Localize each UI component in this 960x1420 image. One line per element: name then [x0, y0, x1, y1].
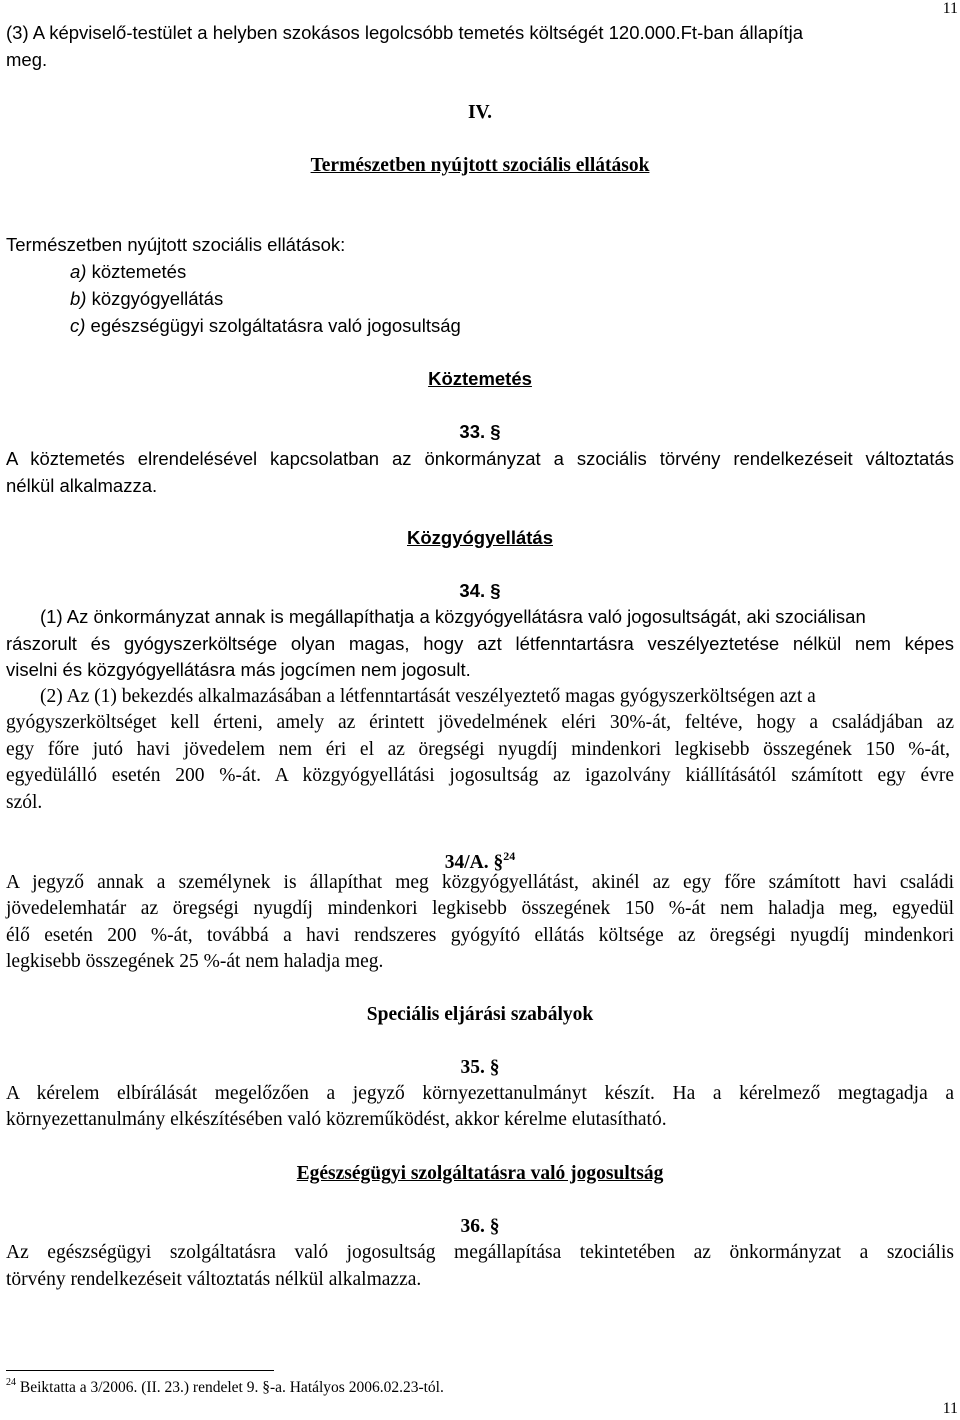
section-title-specialis: Speciális eljárási szabályok — [366, 1004, 594, 1025]
section-title-text: Egészségügyi szolgáltatásra való jogosultság — [296, 1163, 664, 1184]
page-number-bottom: 11 — [942, 1400, 958, 1417]
s34a-line-1: A jegyző annak a személynek is állapíthat meg közgyógyellátást, akinél az egy főre számított havi családi — [6, 872, 954, 893]
s34a-line-4: legkisebb összegének 25 %-át nem haladja meg. — [6, 951, 384, 972]
list-item-c — [70, 313, 954, 339]
section-title-egeszsegugyi — [0, 1161, 960, 1187]
list-item-letter: b) — [70, 288, 87, 309]
footnote-number: 24 — [6, 1377, 16, 1388]
section-title-text: Köztemetés — [428, 368, 532, 389]
kozgy-p1-line-1: (1) Az önkormányzat annak is megállapíthatja a közgyógyellátásra való jogosultságát, aki szociálisan — [40, 606, 866, 627]
section-number-33: 33. § — [459, 421, 501, 442]
list-item-text: egészségügyi szolgáltatásra való jogosultság — [85, 315, 461, 336]
special-line-1: A kérelem elbírálását megelőzően a jegyző környezettanulmányt készít. Ha a kérelmező megtagadja a — [6, 1083, 954, 1104]
kozgy-p1-line-3: viselni és közgyógyellátásra más jogcímen nem jogosult. — [6, 659, 471, 680]
kozgy-p2-line-4: egyedülálló esetén 200 %-át. A közgyógyellátási jogosultság az igazolvány kiállításától számított egy évre — [6, 765, 954, 786]
kozgy-p1-line-2: rászorult és gyógyszerköltsége olyan magas, hogy azt létfenntartásra veszélyeztetése nélkül nem képes — [6, 633, 954, 654]
kozgy-p2-line-3: egy főre jutó havi jövedelem nem éri el az öregségi nyugdíj mindenkori legkisebb összegének 150 %-át, — [6, 739, 950, 760]
section-title-text: Közgyógyellátás — [407, 527, 553, 548]
list-item-text: közgyógyellátás — [86, 288, 224, 309]
intro-line-2: meg. — [6, 49, 48, 70]
list-heading: Természetben nyújtott szociális ellátások: — [6, 234, 346, 255]
section-title-koztemetes — [0, 366, 960, 392]
page-number-top: 11 — [942, 0, 958, 17]
s34a-line-3: élő esetén 200 %-át, továbbá a havi rendszeres gyógyító ellátás költsége az öregségi nyugdíj mindenkori — [6, 925, 954, 946]
section-number-36: 36. § — [460, 1216, 500, 1237]
list-item-letter: a) — [70, 261, 87, 282]
footnote-text: Beiktatta a 3/2006. (II. 23.) rendelet 9. §-a. Hatályos 2006.02.23-tól. — [16, 1379, 444, 1396]
footnote-24 — [6, 1377, 444, 1397]
footnote-divider — [6, 1370, 274, 1371]
health-line-2: törvény rendelkezéseit változtatás nélkül alkalmazza. — [6, 1269, 422, 1290]
section-number-35: 35. § — [460, 1057, 500, 1078]
koztemetes-line-1: A köztemetés elrendelésével kapcsolatban az önkormányzat a szociális törvény rendelkezéseit változtatás — [6, 448, 954, 469]
chapter-title-text: Természetben nyújtott szociális ellátások — [310, 155, 650, 176]
list-item-a — [70, 259, 954, 285]
section-number-34: 34. § — [459, 580, 501, 601]
list-item-letter: c) — [70, 315, 86, 336]
intro-line-1: (3) A képviselő-testület a helyben szokásos legolcsóbb temetés költségét 120.000.Ft-ban állapítja — [6, 22, 803, 43]
section-number-text: 34/A. § — [444, 852, 504, 873]
s34a-line-2: jövedelemhatár az öregségi nyugdíj mindenkori legkisebb összegének 150 %-át nem haladja meg, egyedül — [6, 898, 954, 919]
kozgy-p2-line-2: gyógyszerköltséget kell érteni, amely az érintett jövedelmének eléri 30%-át, feltéve, hogy a családjában az — [6, 712, 954, 733]
chapter-number: IV. — [467, 102, 493, 123]
chapter-title — [0, 153, 960, 179]
kozgy-p2-line-1: (2) Az (1) bekezdés alkalmazásában a létfenntartását veszélyeztető magas gyógyszerköltségen azt a — [40, 686, 816, 707]
special-line-2: környezettanulmány elkészítésében való közreműködést, akkor kérelme elutasítható. — [6, 1109, 667, 1130]
section-title-kozgyogyellatas — [0, 525, 960, 551]
kozgy-p2-line-5: szól. — [6, 792, 43, 813]
health-line-1: Az egészségügyi szolgáltatásra való jogosultság megállapítása tekintetében az önkormányzat a szociális — [6, 1242, 954, 1263]
list-item-b — [70, 286, 954, 312]
list-item-text: köztemetés — [86, 261, 187, 282]
koztemetes-line-2: nélkül alkalmazza. — [6, 475, 158, 496]
footnote-ref-24: 24 — [503, 849, 516, 863]
